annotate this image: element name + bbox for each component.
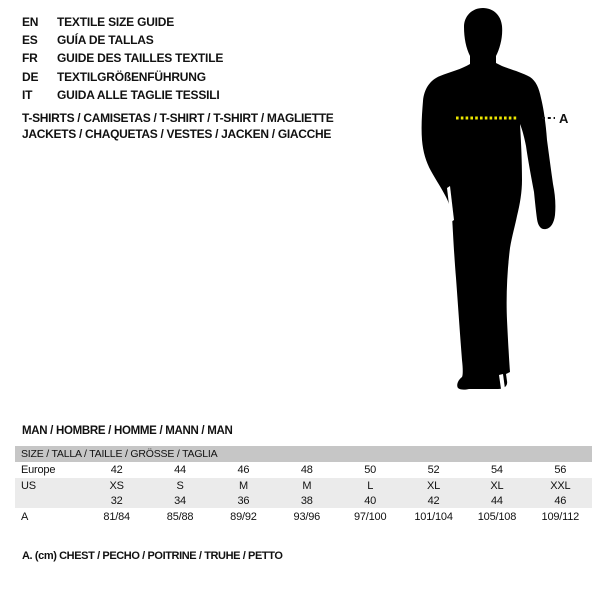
size-cell: XS bbox=[109, 479, 124, 492]
size-cell: 97/100 bbox=[353, 510, 387, 523]
row-label: A bbox=[21, 510, 29, 523]
size-cell: M bbox=[302, 479, 312, 492]
size-cell: 93/96 bbox=[293, 510, 321, 523]
size-cell: 101/104 bbox=[414, 510, 453, 523]
language-row bbox=[22, 31, 223, 49]
size-cell: 85/88 bbox=[166, 510, 194, 523]
size-table-header: SIZE / TALLA / TAILLE / GRÖSSE / TAGLIA bbox=[15, 446, 592, 462]
language-code: EN bbox=[22, 15, 39, 30]
size-cell: 105/108 bbox=[477, 510, 517, 523]
size-cell: XL bbox=[490, 479, 504, 492]
size-cell: L bbox=[367, 479, 374, 492]
size-cell: 109/112 bbox=[541, 510, 580, 523]
man-heading: MAN / HOMBRE / HOMME / MANN / MAN bbox=[22, 425, 233, 437]
language-label: TEXTILGRÖßENFÜHRUNG bbox=[57, 69, 206, 84]
language-label: GUÍA DE TALLAS bbox=[57, 33, 154, 48]
size-cell: 36 bbox=[237, 494, 250, 507]
size-cell: 48 bbox=[300, 464, 313, 476]
category-line: T-SHIRTS / CAMISETAS / T-SHIRT / T-SHIRT / MAGLIETTE bbox=[22, 111, 334, 125]
language-list bbox=[22, 13, 223, 104]
language-row bbox=[22, 13, 223, 31]
man-silhouette-path bbox=[422, 8, 556, 390]
category-lines bbox=[22, 111, 334, 142]
measure-label-a: A bbox=[559, 111, 569, 126]
size-table-rows bbox=[15, 462, 592, 525]
size-cell: 34 bbox=[174, 494, 186, 507]
size-cell: 50 bbox=[364, 464, 377, 476]
row-label: US bbox=[21, 479, 36, 492]
size-cell: 46 bbox=[554, 494, 567, 507]
language-code: IT bbox=[22, 87, 33, 102]
size-cell: 54 bbox=[491, 464, 503, 476]
category-line: JACKETS / CHAQUETAS / VESTES / JACKEN / GIACCHE bbox=[22, 126, 332, 141]
size-cell: 89/92 bbox=[230, 510, 257, 523]
size-cell: 32 bbox=[110, 494, 123, 507]
language-row bbox=[22, 68, 223, 86]
language-label: GUIDA ALLE TAGLIE TESSILI bbox=[57, 87, 220, 102]
table-row bbox=[15, 478, 592, 493]
footnote: A. (cm) CHEST / PECHO / POITRINE / TRUHE / PETTO bbox=[22, 550, 283, 562]
language-label: GUIDE DES TAILLES TEXTILE bbox=[57, 51, 224, 66]
table-row bbox=[15, 493, 592, 508]
size-cell: 38 bbox=[300, 494, 313, 507]
man-silhouette-figure bbox=[415, 5, 575, 390]
size-cell: XL bbox=[427, 479, 441, 492]
size-cell: 81/84 bbox=[103, 510, 130, 523]
size-cell: 40 bbox=[364, 494, 377, 507]
language-label: TEXTILE SIZE GUIDE bbox=[57, 15, 175, 30]
size-cell: M bbox=[238, 479, 248, 492]
size-table bbox=[15, 446, 592, 525]
size-cell: 44 bbox=[491, 494, 503, 507]
size-cell: S bbox=[176, 479, 184, 492]
language-code: FR bbox=[22, 51, 38, 66]
size-cell: 46 bbox=[237, 464, 250, 476]
size-cell: XXL bbox=[550, 479, 571, 492]
language-row bbox=[22, 86, 223, 104]
language-code: DE bbox=[22, 69, 39, 84]
size-cell: 42 bbox=[110, 464, 123, 476]
language-row bbox=[22, 49, 223, 67]
size-cell: 44 bbox=[174, 464, 186, 476]
table-row bbox=[15, 462, 592, 478]
size-cell: 52 bbox=[427, 464, 440, 476]
size-cell: 42 bbox=[427, 494, 440, 507]
size-cell: 56 bbox=[554, 464, 567, 476]
man-silhouette-image bbox=[415, 5, 575, 390]
row-label: Europe bbox=[21, 464, 56, 476]
language-code: ES bbox=[22, 33, 38, 48]
table-row bbox=[15, 508, 592, 525]
